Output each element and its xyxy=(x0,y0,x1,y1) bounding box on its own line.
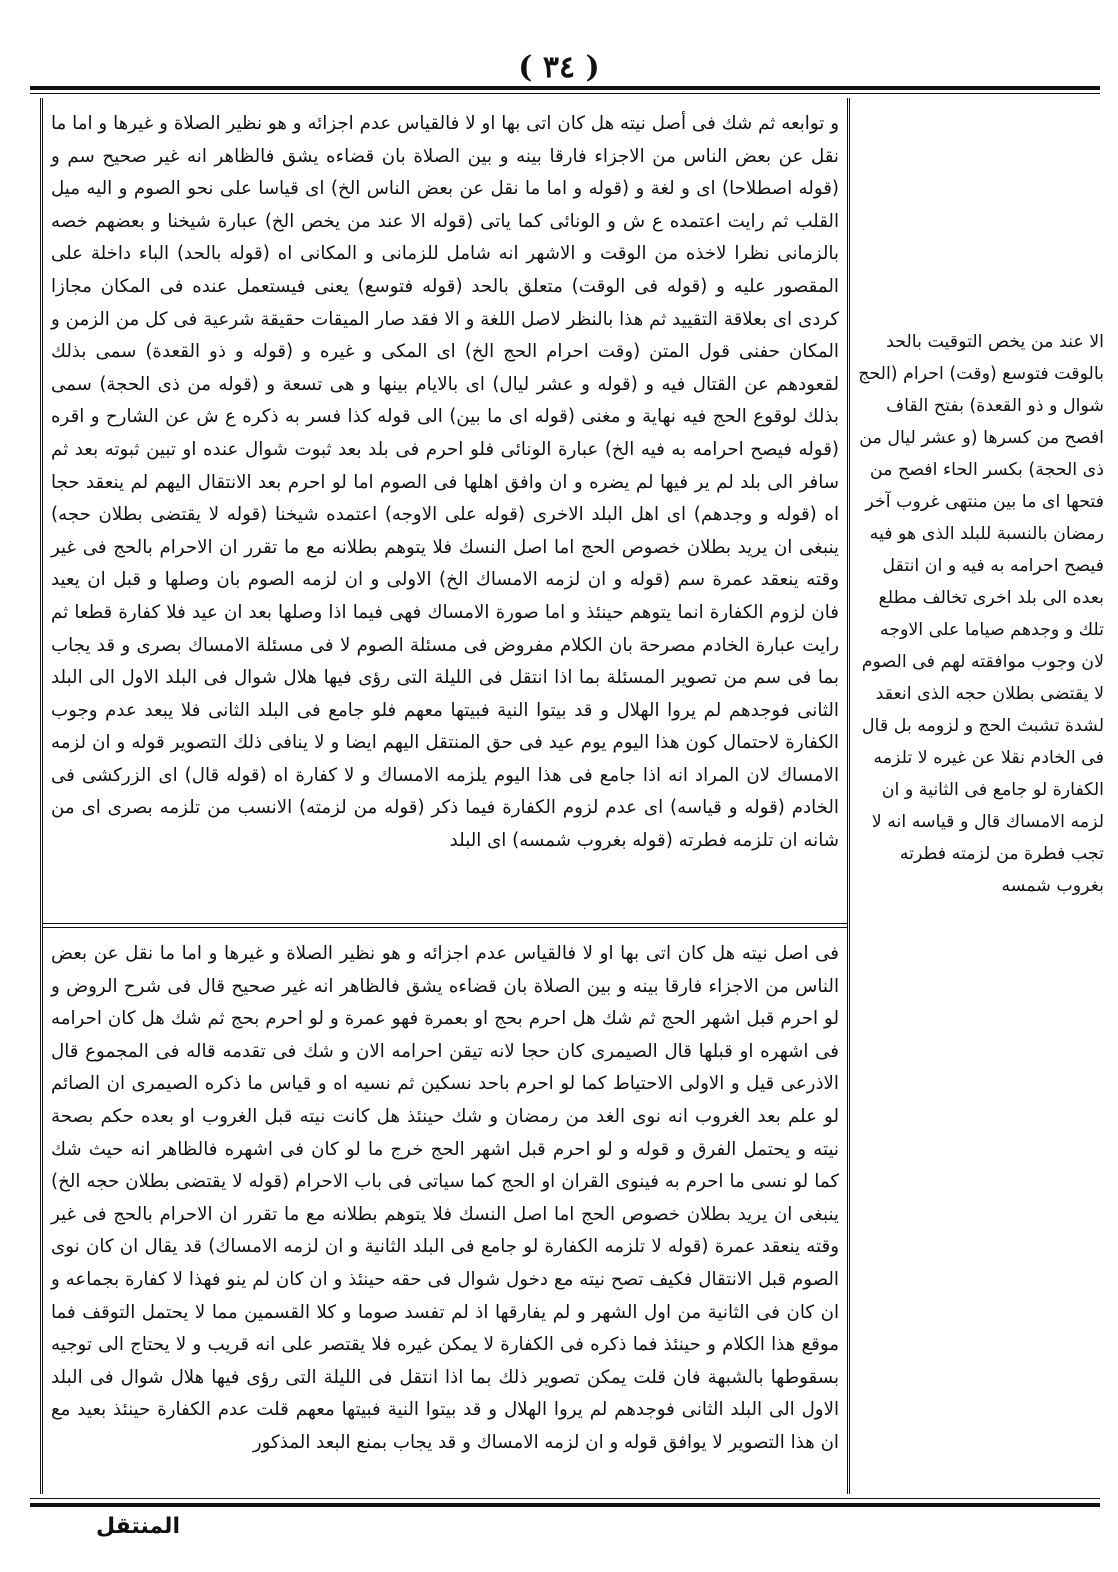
margin-main-text xyxy=(858,326,1104,896)
hashiya-upper-text: و توابعه ثم شك فى أصل نيته هل كان اتى بها او لا فالقياس عدم اجزائه و هو نظير الصلاة و غيرها و اما ما نقل عن بعض الناس من الاجزاء فارقا بينه و بين الصلاة بان قضاءه يشق فالظاهر انه غير صحيح سم و (قوله اصطلاحا) اى و لغة و (قوله و اما ما نقل عن بعض الناس الخ) اى قياسا على نحو الصوم و اليه ميل القلب ثم رايت اعتمده ع ش و الونائى كما ياتى (قوله الا عند من يخص الخ) عبارة شيخنا و بعضهم خصه بالزمانى نظرا لاخذه من الوقت و الاشهر انه شامل للزمانى و المكانى اه (قوله بالحد) الباء داخلة على المقصور عليه و (قوله فى الوقت) متعلق بالحد (قوله فتوسع) يعنى فيستعمل عنده فى المكان مجازا كردى اى بعلاقة التقييد ثم هذا بالنظر لاصل اللغة و الا فقد صار الميقات حقيقة شرعية فى كل من الزمن و المكان حفنى قول المتن (وقت احرام الحج الخ) اى المكى و غيره و (قوله و ذو القعدة) سمى بذلك لقعودهم عن القتال فيه و (قوله و عشر ليال) اى بالايام بينها و هى تسعة و (قوله من ذى الحجة) سمى بذلك لوقوع الحج فيه نهاية و مغنى (قوله اى ما بين) الى قوله كذا فسر به ذكره ع ش عن الشارح و اقره (قوله فيصح احرامه به فيه الخ) عبارة الونائى فلو احرم فى بلد بعد ثبوت شوال عنده او تبين ثبوته بعد ثم سافر الى بلد لم ير فيها لم يضره و ان وافق اهلها فى الصوم اما لو احرم بعد الانتقال اليهم لم ينعقد حجا اه (قوله و وجدهم) اى اهل البلد الاخرى (قوله على الاوجه) اعتمده شيخنا (قوله لا يقتضى بطلان حجه) ينبغى ان يريد بطلان خصوص الحج اما اصل النسك فلا يتوهم بطلانه مع ما تقرر ان الاحرام بالحج فى غير وقته ينعقد عمرة سم (قوله و ان لزمه الامساك الخ) الاولى و ان لزمه الصوم بان وصلها و قبل ان يعيد فان لزوم الكفارة انما يتوهم حينئذ و اما صورة الامساك فهى فيما اذا وصلها بعد ان عيد فلا كفارة قطعا ثم رايت عبارة الخادم مصرحة بان الكلام مفروض فى مسئلة الصوم لا فى مسئلة الامساك بصرى و قد يجاب بما فى سم من تصوير المسئلة بما اذا انتقل فى الليلة التى رؤى فيها هلال شوال فى البلد الاول الى البلد الثانى فوجدهم لم يروا الهلال و قد بيتوا النية فبيتها معهم فلو جامع فى البلد الثانى فلا يبعد عدم وجوب الكفارة لاحتمال كون هذا اليوم يوم عيد فى حق المنتقل اليهم ايضا و لا ينافى ذلك التصوير قوله و ان لزمه الامساك لان المراد انه اذا جامع فى هذا اليوم يلزمه الامساك و لا كفارة اه (قوله قال) اى الزركشى فى الخادم (قوله و قياسه) اى عدم لزوم الكفارة فيما ذكر (قوله من لزمته) الانسب من تلزمه بصرى اى من شانه ان تلزمه فطرته (قوله بغروب شمسه) اى البلد xyxy=(51,113,839,852)
bottom-rule-thin xyxy=(30,1498,1100,1499)
top-rule-thin xyxy=(30,93,1100,94)
section-divider xyxy=(43,923,847,924)
hashiya-lower-text: فى اصل نيته هل كان اتى بها او لا فالقياس عدم اجزائه و هو نظير الصلاة و غيرها و اما ما نقل عن بعض الناس من الاجزاء فارقا بينه و بين الصلاة بان قضاءه يشق فالظاهر انه غير صحيح قال فى شرح الروض و لو احرم قبل اشهر الحج ثم شك هل احرم بحج او بعمرة فهو عمرة و لو احرم بحج ثم شك هل كان احرامه فى اشهره او قبلها قال الصيمرى كان حجا لانه تيقن احرامه الان و شك فى تقدمه قاله فى المجموع قال الاذرعى قيل و الاولى الاحتياط كما لو احرم باحد نسكين ثم نسيه اه و قياس ما ذكره الصيمرى ان الصائم لو علم بعد الغروب انه نوى الغد من رمضان و شك حينئذ هل كانت نيته قبل الغروب او بعده حكم بصحة نيته و يحتمل الفرق و قوله و لو احرم قبل اشهر الحج خرج ما لو كان فى اشهره فالظاهر انه حيث شك كما لو نسى ما احرم به فينوى القران او الحج كما سياتى فى باب الاحرام (قوله لا يقتضى بطلان حجه الخ) ينبغى ان يريد بطلان خصوص الحج اما اصل النسك فلا يتوهم بطلانه مع ما تقرر ان الاحرام بالحج فى غير وقته ينعقد عمرة (قوله لا تلزمه الكفارة لو جامع فى البلد الثانية و ان لزمه الامساك) قد يقال ان كان نوى الصوم قبل الانتقال فكيف تصح نيته مع دخول شوال فى حقه حينئذ و ان كان لم ينو فهذا لا كفارة بجماعه و ان كان فى الثانية من اول الشهر و لم يفارقها اذ لم تفسد صوما و كلا القسمين مما لا يحتمل التوقف فما موقع هذا الكلام و حينئذ فما ذكره فى الكفارة لا يمكن غيره فلا يقتصر على انه قريب و لا يحتاج الى توجيه بسقوطها بالشبهة فان قلت يمكن تصوير ذلك بما اذا انتقل فى الليلة التى رؤى فيها هلال شوال فى البلد الاول الى البلد الثانى فوجدهم لم يروا الهلال و قد بيتوا النية فبيتها معهم قلت عدم الكفارة حينئذ بعيد مع ان هذا التصوير لا يوافق قوله و ان لزمه الامساك و قد يجاب بمنع البعد المذكور xyxy=(51,943,839,1453)
hashiya-lower xyxy=(51,938,839,1490)
top-rule xyxy=(30,86,1100,90)
hashiya-upper xyxy=(51,108,839,920)
page-number: ( ٣٤ ) xyxy=(518,50,600,85)
section-divider-thin xyxy=(43,927,847,928)
margin-main-text-body: الا عند من يخص التوقيت بالحد بالوقت فتوسع (وقت) احرام (الحج شوال و ذو القعدة) بفتح القاف افصح من كسرها (و عشر ليال من ذى الحجة) بكسر الحاء افصح من فتحها اى ما بين منتهى غروب آخر رمضان بالنسبة للبلد الذى هو فيه فيصح احرامه به فيه و ان انتقل بعده الى بلد اخرى تخالف مطلع تلك و وجدهم صياما على الاوجه لان وجوب موافقته لهم فى الصوم لا يقتضى بطلان حجه الذى انعقد لشدة تشبث الحج و لزومه بل قال فى الخادم نقلا عن غيره لا تلزمه الكفارة لو جامع فى الثانية و ان لزمه الامساك قال و قياسه انه لا تجب فطرة من لزمته فطرته بغروب شمسه xyxy=(858,332,1104,896)
catchword: المنتقل xyxy=(96,1514,180,1539)
bottom-rule xyxy=(30,1503,1100,1507)
main-frame xyxy=(40,98,850,1494)
